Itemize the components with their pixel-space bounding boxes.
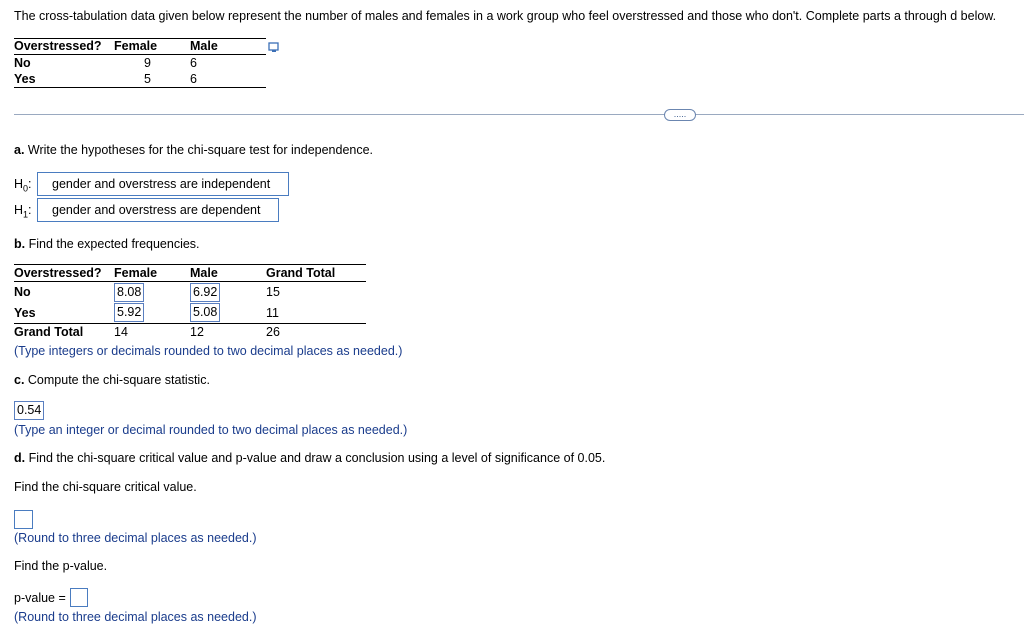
cell-total: 15 <box>266 285 280 300</box>
question-intro: The cross-tabulation data given below represent the number of males and females in a work group who feel overstressed and those who don't. Complete parts a through d below. <box>14 9 997 23</box>
pvalue-label: p-value = <box>14 591 66 605</box>
exp-header-grand-total: Grand Total <box>266 265 366 282</box>
pvalue-prompt: Find the p-value. <box>14 559 108 573</box>
critical-value-hint: (Round to three decimal places as needed.) <box>14 531 257 545</box>
part-a-text: Write the hypotheses for the chi-square test for independence. <box>27 143 374 157</box>
data-table <box>14 38 266 88</box>
h0-answer-box[interactable]: gender and overstress are independent <box>37 172 289 196</box>
table-row <box>14 282 366 303</box>
table-row <box>14 324 366 341</box>
cell-male-total: 12 <box>190 325 204 339</box>
table-row <box>14 71 266 88</box>
row-label: No <box>14 285 31 300</box>
chi-square-statistic-box[interactable]: 0.54 <box>14 401 44 420</box>
expected-table <box>14 265 366 340</box>
expected-male-yes-box[interactable]: 5.08 <box>190 303 220 322</box>
part-b-hint: (Type integers or decimals rounded to two decimal places as needed.) <box>14 344 403 358</box>
cell-grand-total: 26 <box>266 325 280 339</box>
row-label: No <box>14 56 31 70</box>
expected-female-no-box[interactable]: 8.08 <box>114 283 144 302</box>
exp-header-female: Female <box>114 265 190 282</box>
cell-female: 9 <box>144 56 151 70</box>
critical-value-input[interactable] <box>14 510 33 529</box>
row-label: Yes <box>14 71 114 88</box>
h1-label: $H_1$: <box>14 203 32 220</box>
row-label: Yes <box>14 303 114 324</box>
more-options-button[interactable]: ..... <box>664 109 696 121</box>
data-table-header-male: Male <box>190 38 266 55</box>
expected-female-yes-box[interactable]: 5.92 <box>114 303 144 322</box>
table-row <box>14 55 266 72</box>
critical-value-prompt: Find the chi-square critical value. <box>14 480 197 494</box>
exp-header-male: Male <box>190 265 266 282</box>
cell-female: 5 <box>114 71 190 88</box>
part-d-prompt: d. Find the chi-square critical value and p-value and draw a conclusion using a level of significance of 0.05. <box>14 451 606 465</box>
expected-male-no-box[interactable]: 6.92 <box>190 283 220 302</box>
data-table-header-female: Female <box>114 38 190 55</box>
cell-male: 6 <box>190 56 197 70</box>
pvalue-input[interactable] <box>70 588 88 607</box>
copy-data-icon[interactable] <box>268 41 280 53</box>
part-b-prompt: b. Find the expected frequencies. <box>14 237 200 251</box>
section-divider <box>14 114 1024 115</box>
pvalue-hint: (Round to three decimal places as needed.) <box>14 610 257 624</box>
cell-female-total: 14 <box>114 325 128 339</box>
part-a-prompt: a. Write the hypotheses for the chi-square test for independence. <box>14 143 374 157</box>
h1-answer-box[interactable]: gender and overstress are dependent <box>37 198 279 222</box>
exp-header-overstressed: Overstressed? <box>14 265 114 282</box>
part-c-prompt: c. Compute the chi-square statistic. <box>14 373 210 387</box>
cell-male: 6 <box>190 71 266 88</box>
data-table-header-overstressed: Overstressed? <box>14 38 114 55</box>
cell-total: 11 <box>266 303 366 324</box>
h0-label: $H_0$: <box>14 177 32 194</box>
row-label: Grand Total <box>14 325 84 339</box>
part-c-hint: (Type an integer or decimal rounded to two decimal places as needed.) <box>14 423 408 437</box>
table-row <box>14 303 366 324</box>
